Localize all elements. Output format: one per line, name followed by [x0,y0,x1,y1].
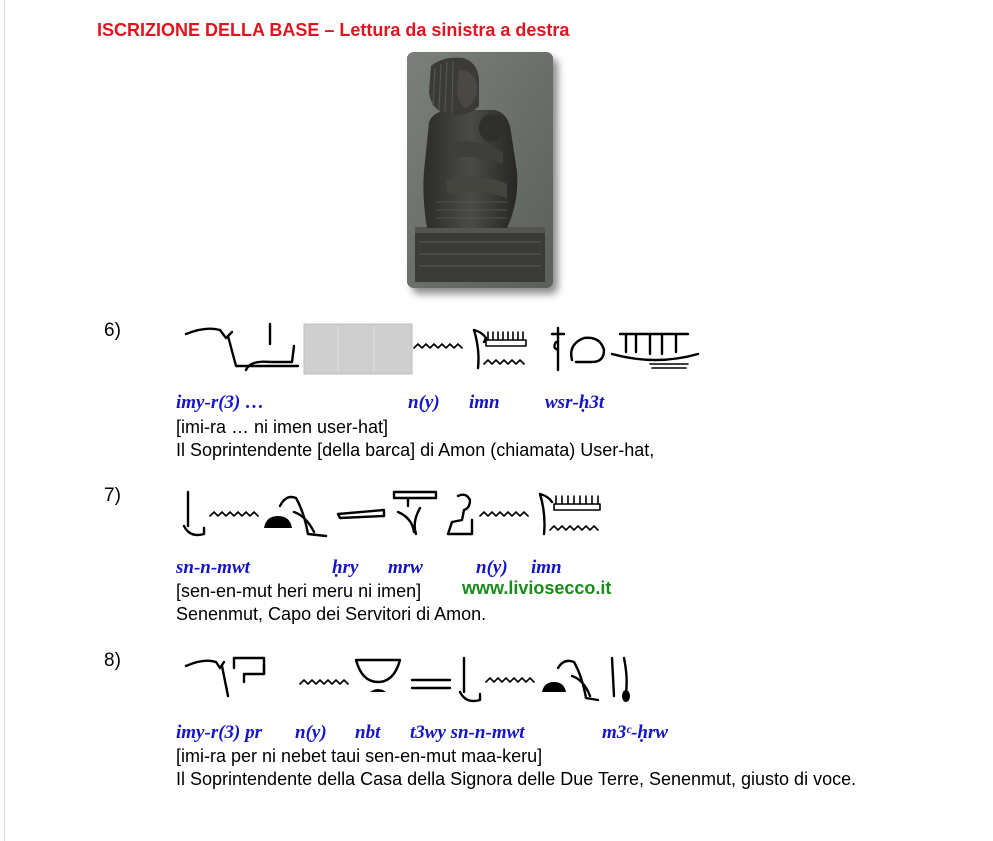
oar-glyph-icon [612,658,627,696]
face-glyph-icon [338,510,384,518]
transliteration: nbt [355,722,381,743]
line-number: 7) [104,485,121,506]
hieroglyphs-line-8 [180,652,650,708]
arrow-glyph-icon [460,658,480,701]
page-title: ISCRIZIONE DELLA BASE – Lettura da sinistra a destra [97,20,570,40]
tongue-glyph-icon [186,329,298,366]
wsr-neck-glyph-icon [552,328,564,370]
transliteration: imy-r(3) … [176,392,265,413]
lacuna-block [304,324,412,374]
phonetic-reading: [sen-en-mut heri meru ni imen] [176,581,422,601]
phonetic-reading: [imi-ra per ni nebet taui sen-en-mut maa-keru] [176,746,543,766]
hieroglyphs-line-7 [180,486,620,542]
basket-glyph-icon [356,660,400,682]
arrow-glyph-icon [184,492,204,535]
water-ripple-glyph-icon [210,512,258,516]
line-number: 8) [104,650,121,671]
bread-loaf-glyph-icon [370,689,386,692]
reed-leaf-glyph-icon [540,494,552,534]
lion-forepart-glyph-icon [571,338,604,362]
boat-glyph-icon [612,334,698,368]
water-ripple-glyph-icon [484,360,524,364]
vulture-glyph-icon [558,661,598,700]
seated-figure-glyph-icon [246,324,294,370]
translation: Il Soprintendente [della barca] di Amon (chiamata) User-hat, [176,440,655,460]
transliteration: imy-r(3) pr [176,722,263,743]
transliteration: ḥry [332,557,359,578]
transliteration: wsr-ḥ3t [545,392,605,413]
transliteration: t3wy sn-n-mwt [410,722,525,743]
water-ripple-glyph-icon [414,344,462,348]
phonetic-reading: [imi-ra … ni imen user-hat] [176,417,389,437]
transliteration: n(y) [476,557,508,578]
line-number: 6) [104,320,121,341]
transliteration: n(y) [295,722,327,743]
game-board-glyph-icon [554,504,600,510]
page-left-border [4,0,5,841]
website-watermark: www.liviosecco.it [462,578,612,598]
transliteration: imn [469,392,500,413]
seated-man-glyph-icon [448,495,472,534]
translation: Senenmut, Capo dei Servitori di Amon. [176,604,487,624]
transliteration: m3ᶜ-ḥrw [602,722,669,743]
house-glyph-icon [234,658,264,682]
hieroglyphs-line-6 [180,320,710,375]
water-ripple-glyph-icon [300,680,348,684]
transliteration: sn-n-mwt [176,557,250,578]
plant-glyph-icon [398,508,420,534]
game-board-glyph-icon [486,332,526,346]
transliteration: imn [531,557,562,578]
bread-loaf-glyph-icon [264,516,292,528]
translation: Il Soprintendente della Casa della Signora delle Due Terre, Senenmut, giusto di voce. [176,769,857,789]
water-ripple-glyph-icon [480,512,528,516]
transliteration: mrw [388,557,423,578]
tongue-glyph-icon [186,661,228,696]
statue-photo [407,52,553,288]
land-strip-glyph-icon [412,680,450,688]
reed-leaf-glyph-icon [474,330,486,368]
transliteration: n(y) [408,392,440,413]
vulture-glyph-icon [280,497,326,536]
bread-loaf-glyph-icon [542,682,566,692]
hoe-glyph-icon [394,492,436,506]
water-ripple-glyph-icon [486,678,534,682]
